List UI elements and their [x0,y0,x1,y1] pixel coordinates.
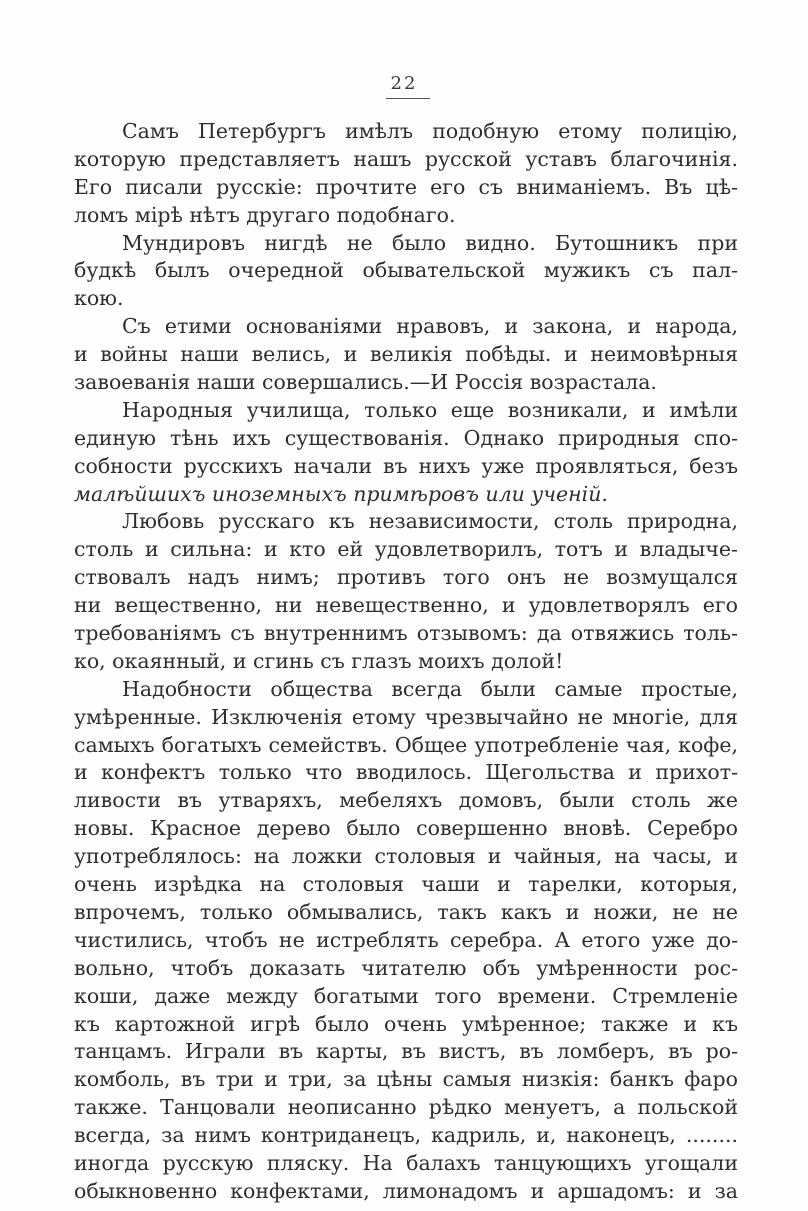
text-line: завоеванія наши совершались.—И Россія возрастала. [74,370,657,395]
text-line: Самъ Петербургъ имѣлъ подобную етому полицію, [122,119,738,143]
text-line: единую тѣнь ихъ существованія. Однако природныя спо- [74,425,738,450]
text-line: ни вещественно, ни невещественно, и удовлетворялъ его [74,593,738,618]
text-line: обыкновенно конфектами, лимонадомъ и аршадомъ: и за [74,1178,738,1203]
page-number-rule [386,98,430,99]
text-line: всегда, за нимъ контриданецъ, кадриль, и, наконецъ, ........ [74,1123,738,1148]
text-line: которую представляетъ нашъ русской уставъ благочинія. [74,146,738,171]
text-line: коши, даже между богатыми того времени. Стремленіе [74,983,738,1008]
text-line: ломъ мірѣ нѣтъ другаго подобнаго. [74,202,456,227]
text-line: собности русскихъ начали въ нихъ уже проявляться, безъ [74,453,738,478]
text-line: и войны наши велись, и великія побѣды. и неимовѣрныя [74,342,738,367]
text-line: къ картожной игрѣ было очень умѣренное; также и къ [74,1011,738,1036]
text-line: Мундировъ нигдѣ не было видно. Бутошникъ при [122,230,738,255]
text-line: новы. Красное дерево было совершенно вновѣ. Серебро [74,816,738,841]
page-number: 22 [390,73,418,94]
text-line: умѣренные. Изключенія етому чрезвычайно не многіе, для [74,704,738,729]
text-line: ко, окаянный, и сгинь съ глазъ моихъ долой! [74,648,564,673]
text-line: Его писали русскіе: прочтите его съ вниманіемъ. Въ цѣ- [74,174,738,199]
text-line: впрочемъ, только обмывались, такъ какъ и ножи, не не [74,899,738,924]
text-line: Народныя училища, только еще возникали, и имѣли [122,397,738,422]
text-line: будкѣ былъ очередной обывательской мужикъ съ пал- [74,258,738,283]
text-line: ствовалъ надъ нимъ; противъ того онъ не возмущался [74,565,738,590]
text-line: танцамъ. Играли въ карты, въ вистъ, въ ломберъ, въ ро- [74,1039,738,1064]
text-line: чистились, чтобъ не истреблять серебра. А етого уже до- [74,927,738,952]
text-line: также. Танцовали неописанно рѣдко менуетъ, а польской [74,1095,738,1120]
text-line: комболь, въ три и три, за цѣны самыя низкія: банкъ фаро [74,1067,738,1092]
text-line: Съ етими основаніями нравовъ, и закона, и народа, [122,314,738,339]
text-line: вольно, чтобъ доказать читателю объ умѣренности рос- [74,955,738,980]
text-line: иногда русскую пляску. На балахъ танцующихъ угощали [74,1150,738,1175]
body-text [74,118,738,1206]
text-line: Надобности общества всегда были самые простые, [122,676,738,701]
text-line: самыхъ богатыхъ семействъ. Общее употребленіе чая, кофе, [74,732,738,757]
text-line: Любовь русскаго къ независимости, столь природна, [122,509,738,534]
text-line: требованіямъ съ внутреннимъ отзывомъ: да отвяжись толь- [74,621,738,646]
text-line: очень изрѣдка на столовыя чаши и тарелки, которыя, [74,872,738,897]
text-line: употреблялось: на ложки столовыя и чайныя, на часы, и [74,844,738,869]
text-line: столь и сильна: и кто ей удовлетворилъ, тотъ и владыче- [74,537,738,562]
text-line: и конфектъ только что вводилось. Щегольства и прихот- [74,760,738,785]
text-line: кою. [74,286,124,311]
text-line: малѣйшихъ иноземныхъ примѣровъ или ученій. [74,481,608,506]
text-line: ливости въ утваряхъ, мебеляхъ домовъ, были столь же [74,788,738,813]
